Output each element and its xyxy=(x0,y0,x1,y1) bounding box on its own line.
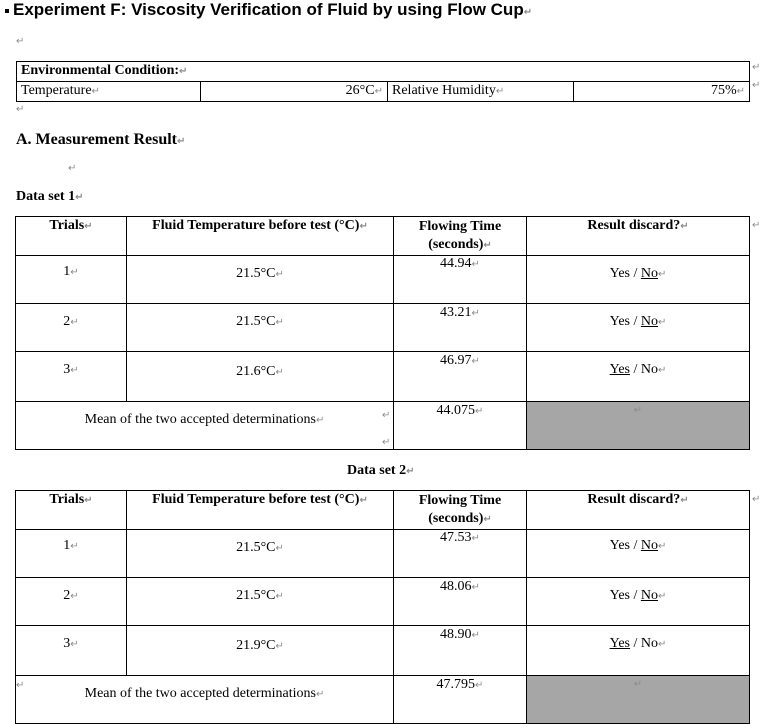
return-mark-icon: ↵ xyxy=(68,163,77,174)
return-mark-icon: ↵ xyxy=(16,680,25,691)
trial-cell: 1↵ xyxy=(16,256,127,304)
temp-cell: 21.5°C↵ xyxy=(127,304,394,352)
mean-value: 47.795↵ xyxy=(394,676,527,724)
header-fluid-temp: Fluid Temperature before test (°C)↵ xyxy=(127,217,394,256)
trial-cell: 2↵ xyxy=(16,304,127,352)
return-mark-icon: ↵ xyxy=(523,7,533,18)
title-text: Experiment F: Viscosity Verification of Fluid by using Flow Cup xyxy=(13,0,524,19)
mean-label: Mean of the two accepted determinations↵ xyxy=(16,402,394,450)
environment-heading: Environmental Condition:↵ xyxy=(17,62,750,82)
discard-cell[interactable]: Yes / No↵ xyxy=(527,626,750,676)
temp-cell: 21.5°C↵ xyxy=(127,530,394,578)
trial-cell: 2↵ xyxy=(16,578,127,626)
mean-discard-cell: ↵ xyxy=(527,676,750,724)
discard-cell[interactable]: Yes / No↵ xyxy=(527,304,750,352)
data-set-2-table xyxy=(15,490,750,724)
header-trials: Trials↵ xyxy=(16,217,127,256)
return-mark-icon: ↵ xyxy=(752,220,761,231)
return-mark-icon: ↵ xyxy=(16,36,25,47)
table-row xyxy=(16,530,750,578)
bullet-icon xyxy=(5,9,9,13)
header-trials: Trials↵ xyxy=(16,491,127,530)
humidity-value: 75%↵ xyxy=(574,82,750,102)
discard-cell[interactable]: Yes / No↵ xyxy=(527,352,750,402)
data-set-2-label: Data set 2↵ xyxy=(347,463,415,478)
temperature-value: 26°C↵ xyxy=(201,82,388,102)
table-row xyxy=(16,304,750,352)
return-mark-icon: ↵ xyxy=(752,494,761,505)
time-cell: 44.94↵ xyxy=(394,256,527,304)
document-title xyxy=(5,0,532,20)
mean-value: 44.075↵ xyxy=(394,402,527,450)
temperature-label: Temperature↵ xyxy=(17,82,201,102)
trial-cell: 3↵ xyxy=(16,626,127,676)
humidity-label: Relative Humidity↵ xyxy=(388,82,574,102)
trial-cell: 3↵ xyxy=(16,352,127,402)
return-mark-icon: ↵ xyxy=(16,104,25,115)
return-mark-icon: ↵ xyxy=(382,437,391,448)
section-heading: A. Measurement Result↵ xyxy=(16,131,186,148)
mean-label: Mean of the two accepted determinations↵ xyxy=(16,676,394,724)
table-row xyxy=(16,626,750,676)
return-mark-icon: ↵ xyxy=(752,80,761,91)
header-result-discard: Result discard?↵ xyxy=(527,217,750,256)
return-mark-icon: ↵ xyxy=(752,62,761,73)
temp-cell: 21.5°C↵ xyxy=(127,256,394,304)
time-cell: 48.90↵ xyxy=(394,626,527,676)
table-row xyxy=(16,352,750,402)
temp-cell: 21.6°C↵ xyxy=(127,352,394,402)
environment-table xyxy=(16,61,750,102)
time-cell: 46.97↵ xyxy=(394,352,527,402)
time-cell: 47.53↵ xyxy=(394,530,527,578)
header-flowing-time: Flowing Time (seconds)↵ xyxy=(394,217,527,256)
header-result-discard: Result discard?↵ xyxy=(527,491,750,530)
trial-cell: 1↵ xyxy=(16,530,127,578)
table-row xyxy=(16,256,750,304)
header-fluid-temp: Fluid Temperature before test (°C)↵ xyxy=(127,491,394,530)
discard-cell[interactable]: Yes / No↵ xyxy=(527,256,750,304)
discard-cell[interactable]: Yes / No↵ xyxy=(527,530,750,578)
mean-row xyxy=(16,676,750,724)
mean-discard-cell: ↵ xyxy=(527,402,750,450)
temp-cell: 21.9°C↵ xyxy=(127,626,394,676)
temp-cell: 21.5°C↵ xyxy=(127,578,394,626)
time-cell: 48.06↵ xyxy=(394,578,527,626)
return-mark-icon: ↵ xyxy=(382,410,391,421)
discard-cell[interactable]: Yes / No↵ xyxy=(527,578,750,626)
header-flowing-time: Flowing Time (seconds)↵ xyxy=(394,491,527,530)
data-set-1-label: Data set 1↵ xyxy=(16,189,84,204)
table-row xyxy=(16,578,750,626)
time-cell: 43.21↵ xyxy=(394,304,527,352)
